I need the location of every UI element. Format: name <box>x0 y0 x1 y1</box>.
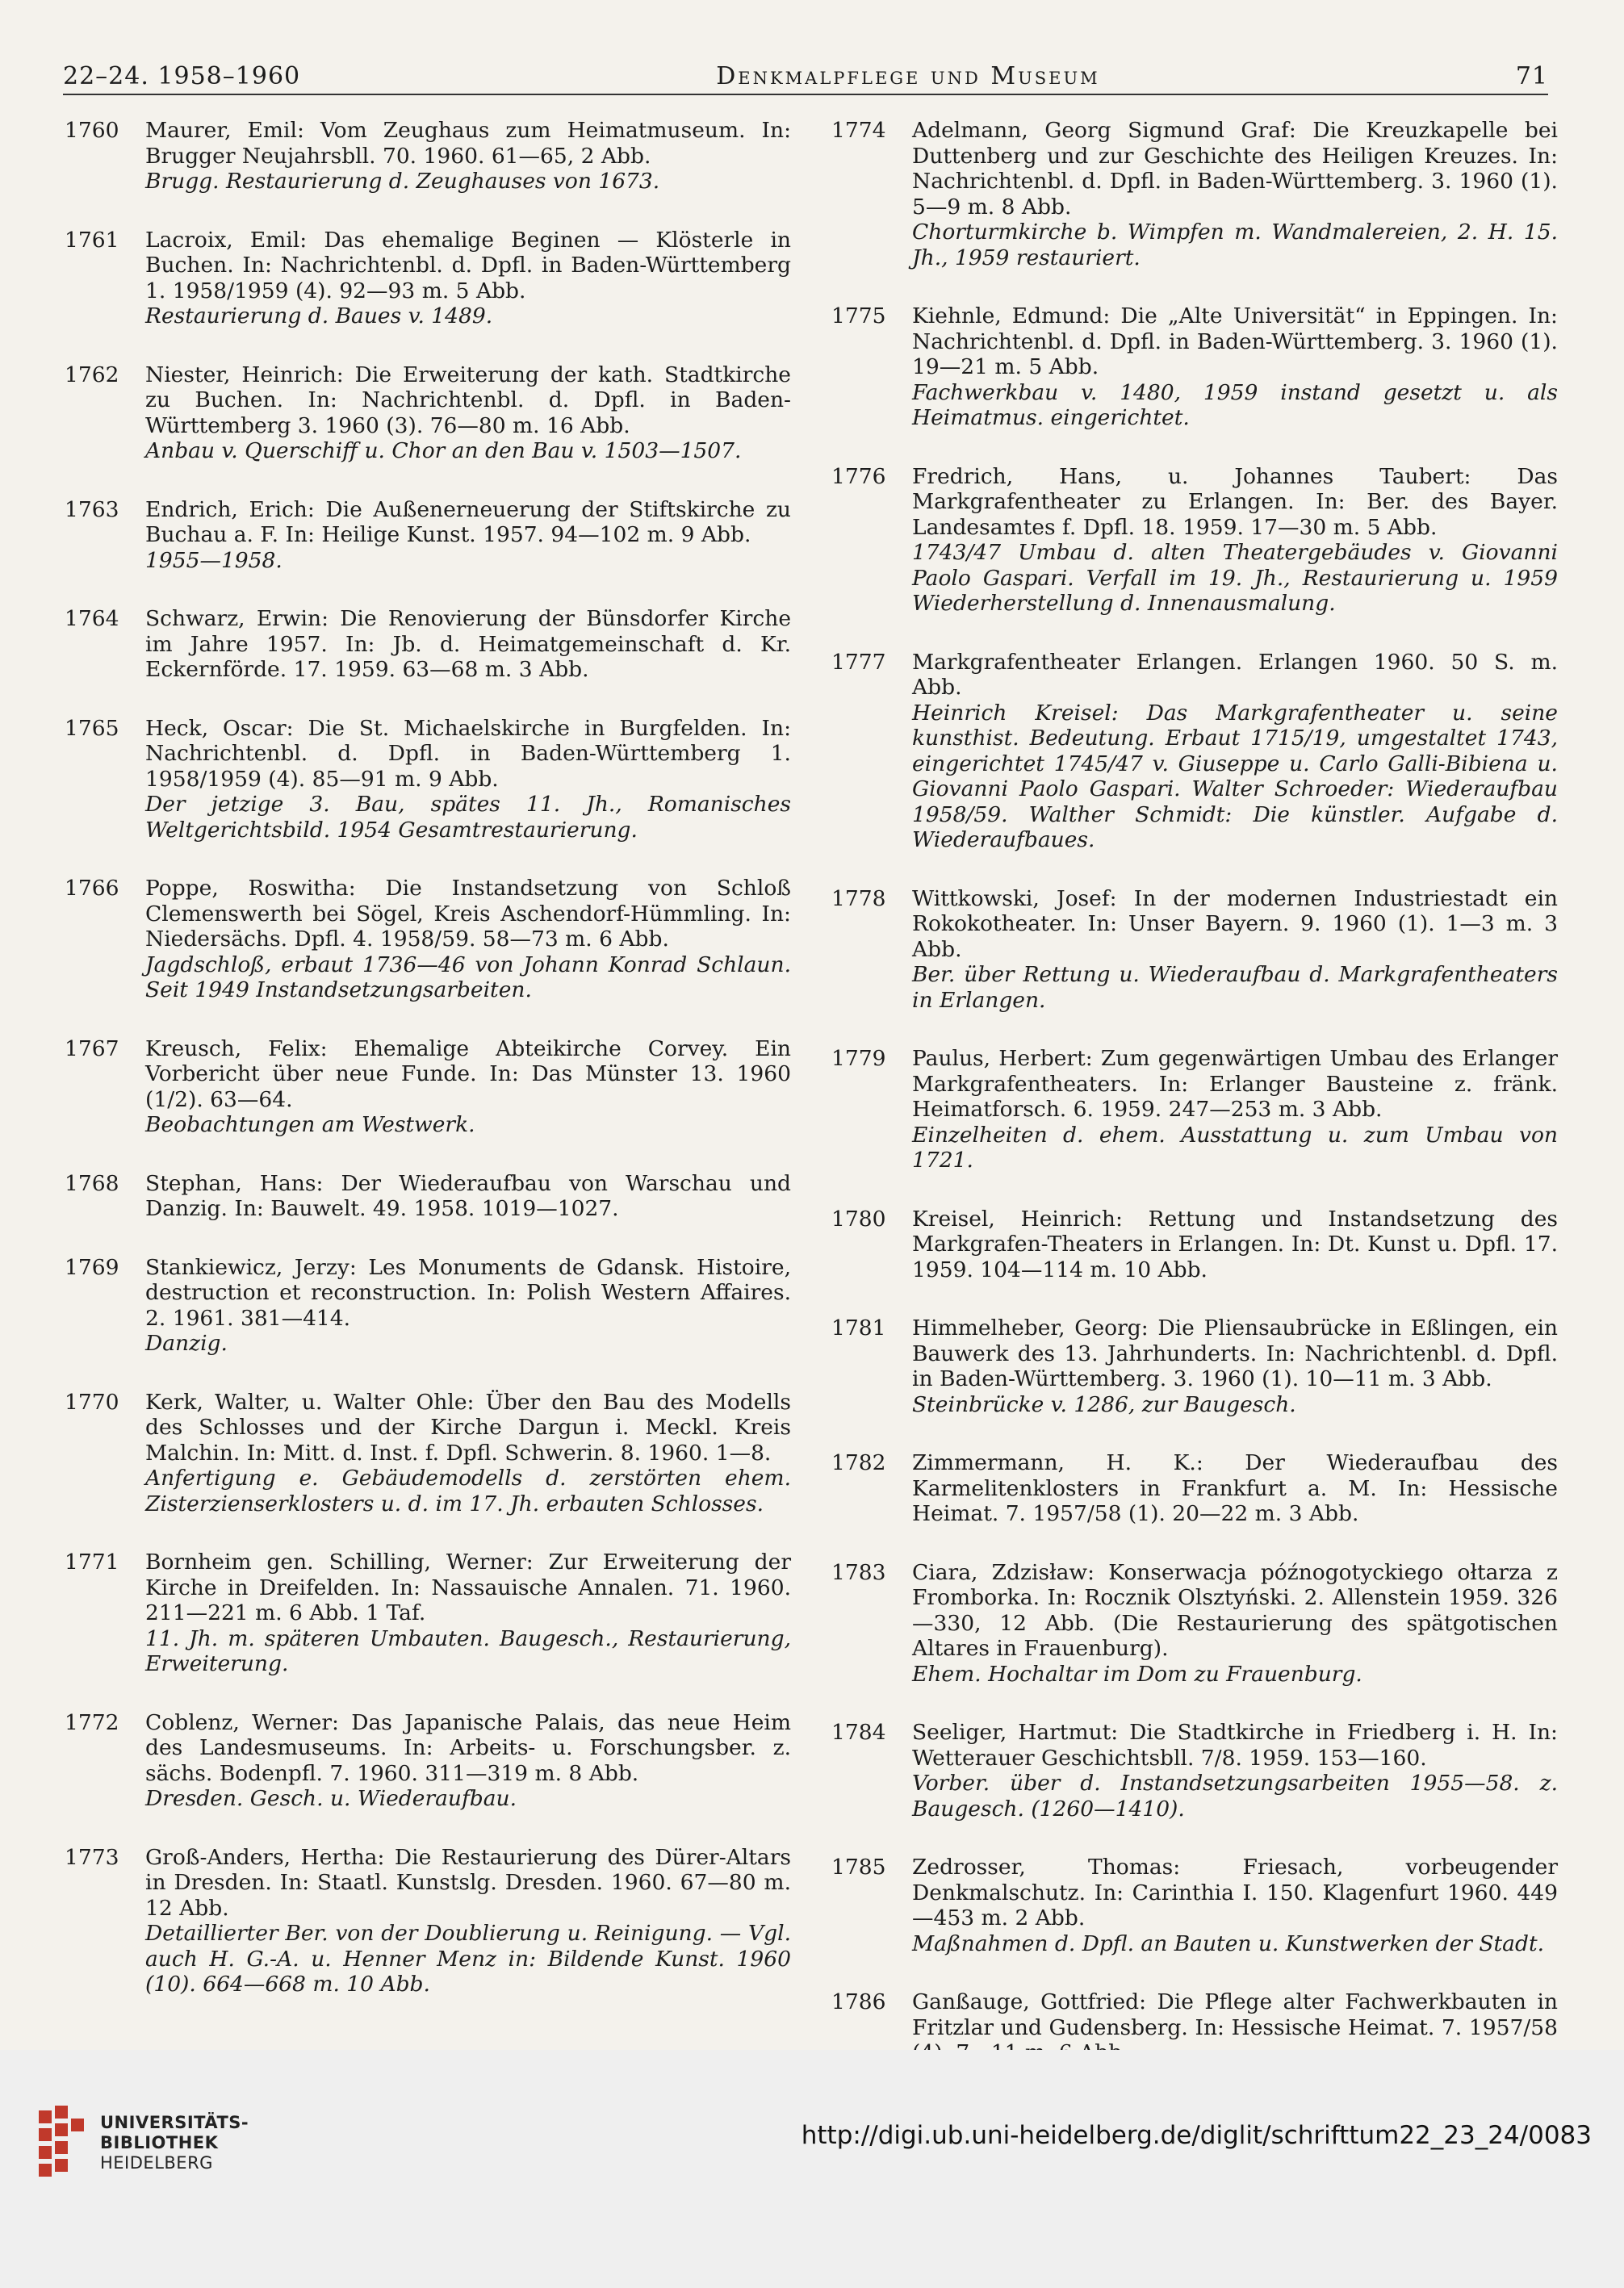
bibliography-entry <box>831 1720 1558 1822</box>
entry-annotation: Chorturmkirche b. Wimpfen m. Wandmalereien, 2. H. 15. Jh., 1959 restauriert. <box>912 220 1558 270</box>
entry-citation: Heck, Oscar: Die St. Michaelskirche in Burgfelden. In: Nachrichtenbl. d. Dpfl. in Baden-Württemberg 1. 1958/1959 (4). 85—91 m. 9 Abb. <box>145 715 791 792</box>
entry-number: 1786 <box>831 1989 886 2014</box>
entry-number: 1765 <box>65 715 119 741</box>
left-column <box>65 118 791 2031</box>
bibliography-entry <box>831 1855 1558 1956</box>
entry-annotation: 1743/47 Umbau d. alten Theatergebäudes v. Giovanni Paolo Gaspari. Verfall im 19. Jh., Restaurierung u. 1959 Wiederherstellung d. Innenausmalung. <box>912 540 1558 616</box>
bibliography-entry <box>831 464 1558 617</box>
entry-number: 1771 <box>65 1550 119 1575</box>
bibliography-entry <box>65 1171 791 1222</box>
bibliography-entry <box>65 876 791 1003</box>
entry-annotation: Ber. über Rettung u. Wiederaufbau d. Markgrafentheaters in Erlangen. <box>912 962 1558 1013</box>
entry-citation: Paulus, Herbert: Zum gegenwärtigen Umbau des Erlanger Markgrafentheaters. In: Erlanger Bausteine z. fränk. Heimatforsch. 6. 1959. 247—253 m. 3 Abb. <box>912 1046 1558 1122</box>
entry-number: 1783 <box>831 1559 886 1585</box>
entry-citation: Zedrosser, Thomas: Friesach, vorbeugender Denkmalschutz. In: Carinthia I. 150. Klagenfurt 1960. 449—453 m. 2 Abb. <box>912 1855 1558 1930</box>
entry-citation: Poppe, Roswitha: Die Instandsetzung von Schloß Clemenswerth bei Sögel, Kreis Aschendorf-Hümmling. In: Niedersächs. Dpfl. 4. 1958/59. 58—73 m. 6 Abb. <box>145 876 791 952</box>
entry-number: 1769 <box>65 1254 119 1280</box>
bibliography-entry <box>831 1450 1558 1527</box>
running-header <box>63 45 1548 90</box>
entry-citation: Maurer, Emil: Vom Zeughaus zum Heimatmuseum. In: Brugger Neujahrsbll. 70. 1960. 61—65, 2 Abb. <box>145 118 791 169</box>
entry-annotation: Dresden. Gesch. u. Wiederaufbau. <box>145 1786 517 1811</box>
logo-line-3: HEIDELBERG <box>100 2152 213 2173</box>
entry-number: 1773 <box>65 1844 119 1870</box>
bibliography-entry <box>65 497 791 574</box>
entry-number: 1777 <box>831 649 886 675</box>
entry-annotation: Maßnahmen d. Dpfl. an Bauten u. Kunstwerken der Stadt. <box>912 1930 1545 1956</box>
university-seal-icon <box>32 2102 89 2183</box>
entry-number: 1760 <box>65 118 119 143</box>
entry-number: 1767 <box>65 1035 119 1061</box>
entry-annotation: Brugg. Restaurierung d. Zeughauses von 1673. <box>145 169 660 194</box>
entry-number: 1774 <box>831 118 886 143</box>
entry-annotation: Der jetzige 3. Bau, spätes 11. Jh., Romanisches Weltgerichtsbild. 1954 Gesamtrestaurierung. <box>145 792 791 843</box>
entry-citation: Wittkowski, Josef: In der modernen Industriestadt ein Rokokotheater. In: Unser Bayern. 9. 1960 (1). 1—3 m. 3 Abb. <box>912 885 1558 962</box>
entry-number: 1776 <box>831 463 886 489</box>
header-left: 22–24. 1958–1960 <box>63 62 301 90</box>
entry-citation: Kerk, Walter, u. Walter Ohle: Über den Bau des Modells des Schlosses und der Kirche Dargun i. Meckl. Kreis Malchin. In: Mitt. d. Inst. f. Dpfl. Schwerin. 8. 1960. 1—8. <box>145 1389 791 1466</box>
bibliography-entry <box>831 1207 1558 1283</box>
entry-number: 1784 <box>831 1720 886 1745</box>
entry-annotation: Beobachtungen am Westwerk. <box>145 1112 475 1137</box>
bibliography-entry <box>65 362 791 464</box>
logo-line-1: UNIVERSITÄTS- <box>100 2112 249 2132</box>
entry-number: 1781 <box>831 1315 886 1341</box>
entry-citation: Lacroix, Emil: Das ehemalige Beginen — Klösterle in Buchen. In: Nachrichtenbl. d. Dpfl. in Baden-Württemberg 1. 1958/1959 (4). 92—93 m. 5 Abb. <box>145 227 791 303</box>
entry-annotation: Vorber. über d. Instandsetzungsarbeiten 1955—58. z. Baugesch. (1260—1410). <box>912 1771 1558 1822</box>
entry-citation: Kiehnle, Edmund: Die „Alte Universität“ in Eppingen. In: Nachrichtenbl. d. Dpfl. in Baden-Württemberg. 3. 1960 (1). 19—21 m. 5 Abb. <box>912 303 1558 379</box>
logo-line-2: BIBLIOTHEK <box>100 2132 219 2152</box>
bibliography-entry <box>65 1390 791 1517</box>
entry-annotation: Restaurierung d. Baues v. 1489. <box>145 303 493 328</box>
header-rule <box>63 94 1548 95</box>
entry-citation: Stephan, Hans: Der Wiederaufbau von Warschau und Danzig. In: Bauwelt. 49. 1958. 1019—1027. <box>145 1170 791 1221</box>
entry-annotation: Fachwerkbau v. 1480, 1959 instand gesetzt u. als Heimatmus. eingerichtet. <box>912 379 1558 430</box>
entry-citation: Seeliger, Hartmut: Die Stadtkirche in Friedberg i. H. In: Wetterauer Geschichtsbll. 7/8. 1959. 153—160. <box>912 1720 1558 1771</box>
entry-annotation: Heinrich Kreisel: Das Markgrafentheater u. seine kunsthist. Bedeutung. Erbaut 1715/19, umgestaltet 1743, eingerichtet 1745/47 v. Giuseppe u. Carlo Galli-Bibiena u. Giovanni Paolo Gaspari. Walter Schroeder: Wiederaufbau 1958/59. Walther Schmidt: Die künstler. Aufgabe d. Wiederaufbaues. <box>912 700 1558 852</box>
entry-number: 1766 <box>65 876 119 901</box>
bibliography-entry <box>831 1315 1558 1417</box>
entry-number: 1775 <box>831 303 886 328</box>
bibliography-entry <box>831 886 1558 1014</box>
bibliography-entry <box>65 1710 791 1812</box>
bibliography-entry <box>831 118 1558 270</box>
right-column <box>831 118 1558 2099</box>
entry-citation: Himmelheber, Georg: Die Pliensaubrücke in Eßlingen, ein Bauwerk des 13. Jahrhunderts. In: Nachrichtenbl. d. Dpfl. in Baden-Württemberg. 3. 1960 (1). 10—11 m. 3 Abb. <box>912 1315 1558 1391</box>
entry-annotation: Detaillierter Ber. von der Doublierung u. Reinigung. — Vgl. auch H. G.-A. u. Henner Menz in: Bildende Kunst. 1960 (10). 664—668 m. 10 Abb. <box>145 1921 791 1997</box>
entry-citation: Schwarz, Erwin: Die Renovierung der Bünsdorfer Kirche im Jahre 1957. In: Jb. d. Heimatgemeinschaft d. Kr. Eckernförde. 17. 1959. 63—68 m. 3 Abb. <box>145 606 791 682</box>
entry-citation: Bornheim gen. Schilling, Werner: Zur Erweiterung der Kirche in Dreifelden. In: Nassauische Annalen. 71. 1960. 211—221 m. 6 Abb. 1 Taf. <box>145 1550 791 1625</box>
entry-annotation: Anfertigung e. Gebäudemodells d. zerstörten ehem. Zisterzienserklosters u. d. im 17. Jh. erbauten Schlosses. <box>145 1466 791 1516</box>
bibliography-entry <box>831 1046 1558 1173</box>
entry-number: 1764 <box>65 606 119 631</box>
entry-citation: Markgrafentheater Erlangen. Erlangen 1960. 50 S. m. Abb. <box>912 649 1558 700</box>
entry-number: 1770 <box>65 1389 119 1415</box>
entry-number: 1778 <box>831 885 886 911</box>
entry-annotation: 1955—1958. <box>145 547 283 573</box>
bibliography-entry <box>65 1255 791 1357</box>
entry-citation: Stankiewicz, Jerzy: Les Monuments de Gdansk. Histoire, destruction et reconstruction. In: Polish Western Affaires. 2. 1961. 381—414. <box>145 1254 791 1331</box>
source-url[interactable]: http://digi.ub.uni-heidelberg.de/diglit/schrifttum22_23_24/0083 <box>801 2121 1592 2150</box>
bibliography-entry <box>831 1560 1558 1688</box>
bibliography-entry <box>65 1845 791 1997</box>
entry-number: 1761 <box>65 227 119 253</box>
entry-citation: Fredrich, Hans, u. Johannes Taubert: Das Markgrafentheater zu Erlangen. In: Ber. des Bayer. Landesamtes f. Dpfl. 18. 1959. 17—30 m. 5 Abb. <box>912 463 1558 540</box>
bibliography-entry <box>65 606 791 683</box>
page-number: 71 <box>1515 62 1548 90</box>
bibliography-entry <box>65 1036 791 1138</box>
entry-citation: Niester, Heinrich: Die Erweiterung der kath. Stadtkirche zu Buchen. In: Nachrichtenbl. d. Dpfl. in Baden-Württemberg 3. 1960 (3). 76—80 m. 16 Abb. <box>145 362 791 438</box>
bibliography-entry <box>65 228 791 329</box>
entry-annotation: Einzelheiten d. ehem. Ausstattung u. zum Umbau von 1721. <box>912 1122 1558 1173</box>
entry-citation: Coblenz, Werner: Das Japanische Palais, das neue Heim des Landesmuseums. In: Arbeits- u. Forschungsber. z. sächs. Bodenpfl. 7. 1960. 311—319 m. 8 Abb. <box>145 1709 791 1786</box>
entry-citation: Kreusch, Felix: Ehemalige Abteikirche Corvey. Ein Vorbericht über neue Funde. In: Das Münster 13. 1960 (1/2). 63—64. <box>145 1035 791 1112</box>
library-name <box>100 2113 249 2173</box>
entry-number: 1782 <box>831 1450 886 1475</box>
header-title: Denkmalpflege und Museum <box>716 62 1100 90</box>
entry-annotation: Danzig. <box>145 1331 228 1356</box>
bibliography-entry <box>831 303 1558 431</box>
entry-citation: Kreisel, Heinrich: Rettung und Instandsetzung des Markgrafen-Theaters in Erlangen. In: Dt. Kunst u. Dpfl. 17. 1959. 104—114 m. 10 Abb. <box>912 1206 1558 1282</box>
entry-number: 1780 <box>831 1206 886 1232</box>
entry-annotation: Jagdschloß, erbaut 1736—46 von Johann Konrad Schlaun. Seit 1949 Instandsetzungsarbeiten. <box>145 952 791 1002</box>
entry-citation: Ganßauge, Gottfried: Die Pflege alter Fachwerkbauten in Fritzlar und Gudensberg. In: Hessische Heimat. 7. 1957/58 <box>912 1989 1558 2040</box>
entry-number: 1768 <box>65 1170 119 1196</box>
bibliography-entry <box>65 716 791 843</box>
entry-annotation: 11. Jh. m. späteren Umbauten. Baugesch., Restaurierung, Erweiterung. <box>145 1625 791 1676</box>
entry-number: 1772 <box>65 1709 119 1735</box>
entry-number: 1785 <box>831 1855 886 1880</box>
entry-citation: Groß-Anders, Hertha: Die Restaurierung des Dürer-Altars in Dresden. In: Staatl. Kunstslg. Dresden. 1960. 67—80 m. 12 Abb. <box>145 1844 791 1921</box>
entry-number: 1763 <box>65 496 119 522</box>
entry-citation: Adelmann, Georg Sigmund Graf: Die Kreuzkapelle bei Duttenberg und zur Geschichte des Heiligen Kreuzes. In: Nachrichtenbl. d. Dpfl. in Baden-Württemberg. 3. 1960 (1). 5—9 m. 8 Abb. <box>912 118 1558 220</box>
entry-citation: Endrich, Erich: Die Außenerneuerung der Stiftskirche zu Buchau a. F. In: Heilige Kunst. 1957. 94—102 m. 9 Abb. <box>145 496 791 547</box>
entry-annotation: Steinbrücke v. 1286, zur Baugesch. <box>912 1391 1296 1417</box>
bibliography-entry <box>831 650 1558 853</box>
entry-citation: Zimmermann, H. K.: Der Wiederaufbau des Karmelitenklosters in Frankfurt a. M. In: Hessische Heimat. 7. 1957/58 (1). 20—22 m. 3 Abb. <box>912 1450 1558 1526</box>
entry-annotation: Ehem. Hochaltar im Dom zu Frauenburg. <box>912 1661 1362 1687</box>
entry-number: 1762 <box>65 362 119 387</box>
entry-annotation: Anbau v. Querschiff u. Chor an den Bau v. 1503—1507. <box>145 438 742 463</box>
library-logo[interactable] <box>32 2098 258 2187</box>
entry-citation: Ciara, Zdzisław: Konserwacja późnogotyckiego ołtarza z Fromborka. In: Rocznik Olsztyński. 2. Allenstein 1959. 326—330, 12 Abb. (Die Restaurierung des spätgotischen Altares in Frauenburg). <box>912 1559 1558 1661</box>
bibliography-entry <box>65 1550 791 1677</box>
bibliography-entry <box>65 118 791 195</box>
entry-number: 1779 <box>831 1046 886 1071</box>
